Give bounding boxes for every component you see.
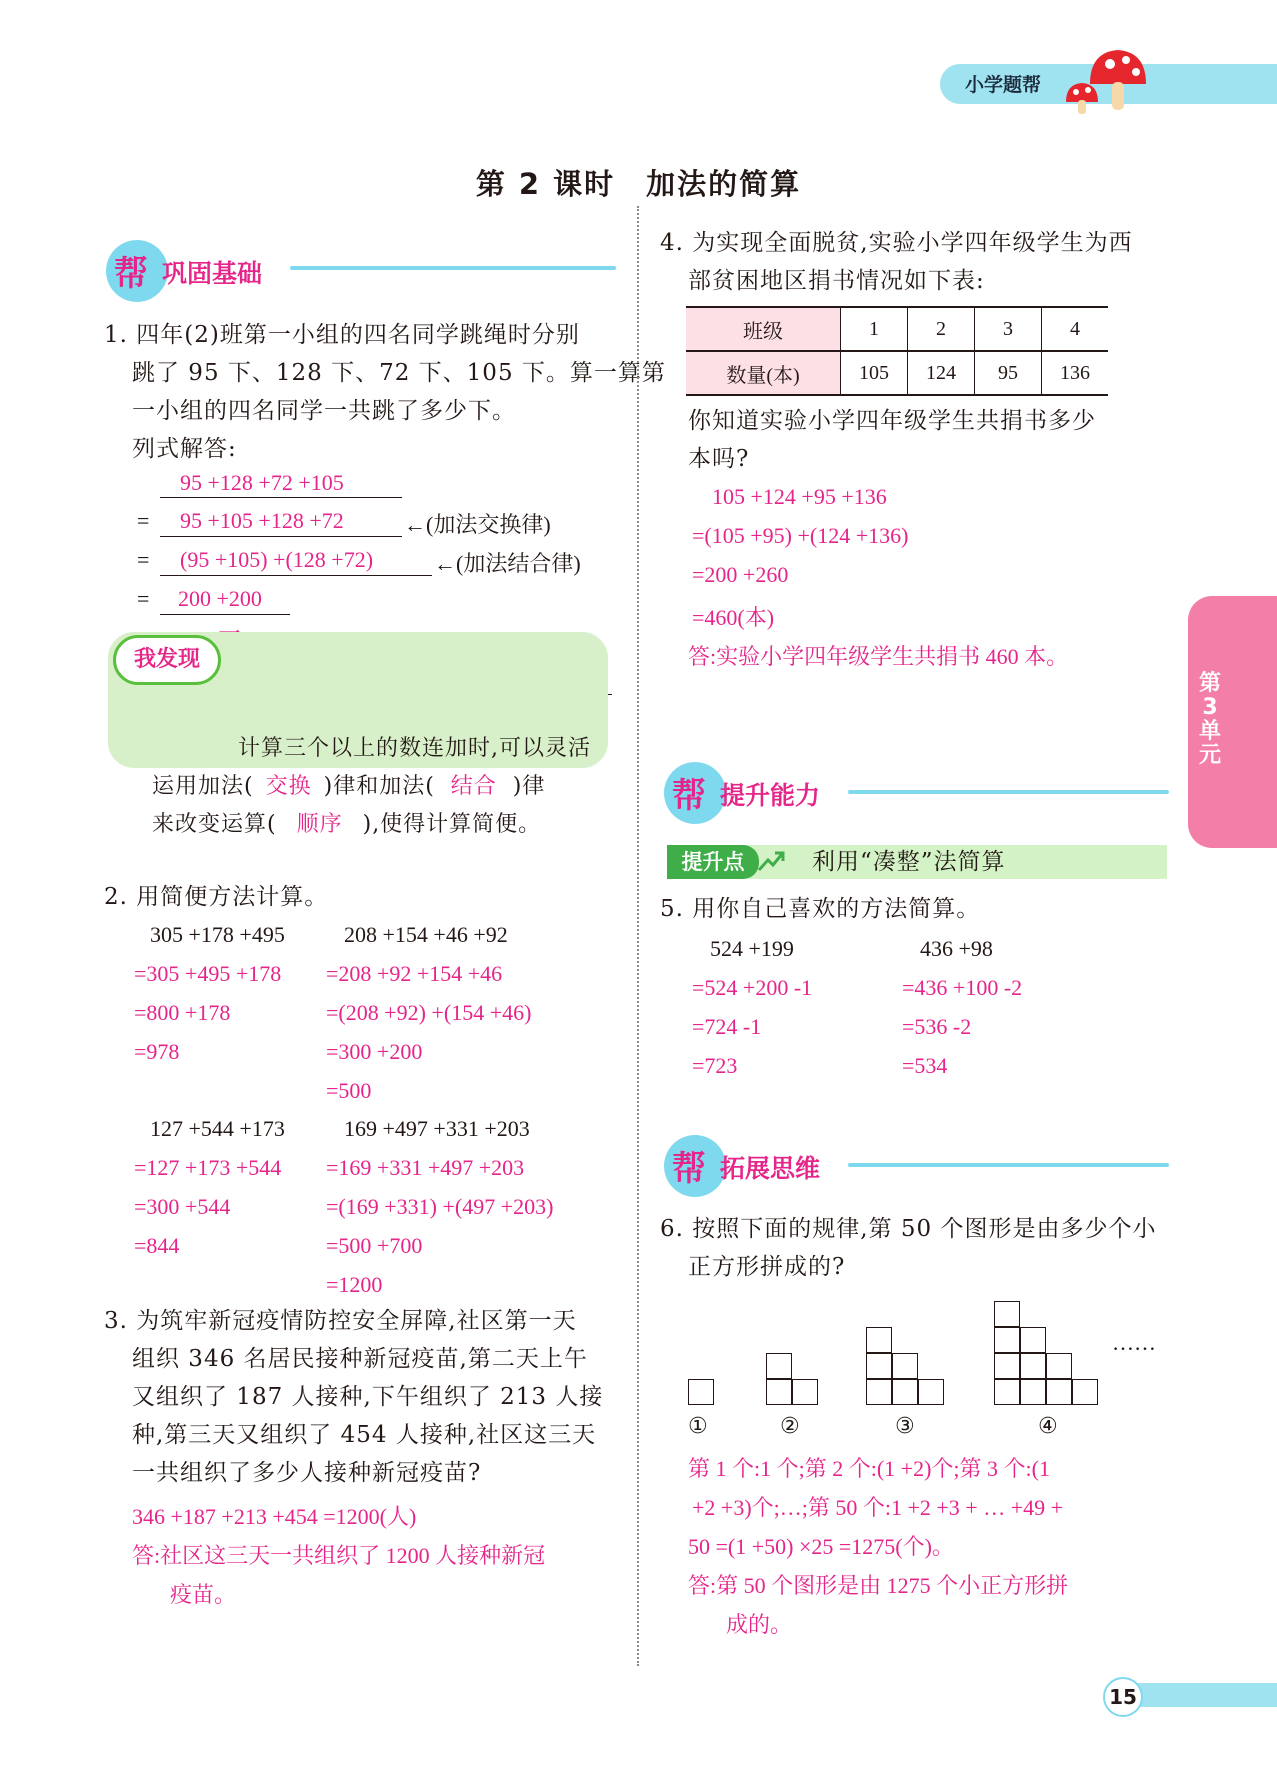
page-number: 15	[1103, 1677, 1143, 1717]
law-associative: ←(加法结合律)	[434, 551, 581, 576]
q6-solution-1: 第 1 个:1 个;第 2 个:(1 +2)个;第 3 个:(1	[688, 1456, 1050, 1481]
page-title: 第 2 课时 加法的简算	[475, 167, 802, 201]
section-label: 提升能力	[720, 781, 821, 810]
q6-line-2: 正方形拼成的?	[688, 1254, 846, 1280]
brand-label: 小学题帮	[965, 74, 1042, 96]
section-rule	[290, 266, 616, 270]
q2a-step: =978	[134, 1039, 180, 1064]
q5a-step: =723	[692, 1053, 738, 1078]
q3-line-2: 组织 346 名居民接种新冠疫苗,第二天上午	[132, 1346, 588, 1372]
eq-sign: =	[137, 586, 150, 611]
table-header-cell: 数量(本)	[686, 351, 841, 395]
figure-label: ③	[895, 1414, 915, 1439]
q1-step-4: 200 +200	[178, 586, 262, 611]
q4-step-1: 105 +124 +95 +136	[712, 484, 887, 509]
donation-table	[686, 306, 1108, 396]
q2a-step: =305 +495 +178	[134, 961, 282, 986]
column-divider	[637, 206, 639, 1666]
eq-sign: =	[137, 547, 150, 572]
point-tag: 提升点	[667, 845, 759, 879]
table-cell: 4	[1042, 307, 1109, 351]
point-text: 利用“凑整”法简算	[812, 849, 1006, 875]
figure-label: ②	[780, 1414, 800, 1439]
q2c-step: =127 +173 +544	[134, 1155, 282, 1180]
table-cell: 105	[841, 351, 908, 395]
table-row	[686, 351, 1108, 395]
q3-answer-1: 答:社区这三天一共组织了 1200 人接种新冠	[132, 1543, 546, 1568]
q2a-step: =800 +178	[134, 1000, 231, 1025]
q4-step-3: =200 +260	[692, 562, 789, 587]
q2d-step: =(169 +331) +(497 +203)	[326, 1194, 554, 1219]
discover-line-1: 计算三个以上的数连加时,可以灵活	[238, 736, 591, 761]
q5b-step: =534	[902, 1053, 948, 1078]
q1-line-4: 列式解答:	[132, 436, 237, 462]
q5-title: 5. 用你自己喜欢的方法简算。	[660, 896, 981, 922]
q6-solution-3: 50 =(1 +50) ×25 =1275(个)。	[688, 1534, 954, 1559]
q2b-step: =(208 +92) +(154 +46)	[326, 1000, 532, 1025]
bang-glyph: 帮	[114, 254, 148, 294]
section-header-advance	[664, 762, 1169, 822]
q2d-step: =1200	[326, 1272, 383, 1297]
table-header-cell: 班级	[686, 307, 841, 351]
q2a-question: 305 +178 +495	[150, 922, 285, 947]
q6-answer-1: 答:第 50 个图形是由 1275 个小正方形拼	[688, 1573, 1069, 1598]
bang-glyph: 帮	[672, 776, 706, 816]
q5b-question: 436 +98	[920, 936, 993, 961]
q1-step-1: 95 +128 +72 +105	[180, 470, 344, 495]
q2c-step: =844	[134, 1233, 180, 1258]
discover-line-2: 运用加法( 交换 )律和加法( 结合 )律	[152, 774, 546, 799]
table-row	[686, 307, 1108, 351]
q5a-step: =524 +200 -1	[692, 975, 813, 1000]
discover-line-3: 来改变运算( 顺序 ),使得计算简便。	[152, 812, 542, 837]
q6-solution-2: +2 +3)个;…;第 50 个:1 +2 +3 + … +49 +	[692, 1495, 1064, 1520]
q3-line-3: 又组织了 187 人接种,下午组织了 213 人接	[132, 1384, 604, 1410]
q2b-step: =300 +200	[326, 1039, 423, 1064]
q1-line-3: 一小组的四名同学一共跳了多少下。	[132, 398, 516, 424]
q2d-step: =500 +700	[326, 1233, 423, 1258]
q2b-step: =500	[326, 1078, 372, 1103]
section-rule	[848, 1163, 1169, 1167]
mushroom-icon	[1060, 44, 1150, 114]
q4-question-1: 你知道实验小学四年级学生共捐书多少	[688, 408, 1096, 434]
section-label: 巩固基础	[162, 259, 263, 288]
section-label: 拓展思维	[720, 1154, 821, 1183]
q4-line-1: 4. 为实现全面脱贫,实验小学四年级学生为西	[660, 230, 1133, 256]
q1-line-2: 跳了 95 下、128 下、72 下、105 下。算一算第	[132, 360, 666, 386]
q2b-question: 208 +154 +46 +92	[344, 922, 508, 947]
q5a-step: =724 -1	[692, 1014, 762, 1039]
q3-line-4: 种,第三天又组织了 454 人接种,社区这三天	[132, 1422, 597, 1448]
table-cell: 124	[908, 351, 975, 395]
table-cell: 1	[841, 307, 908, 351]
unit-tab-label: 第3单元	[1198, 671, 1221, 768]
table-cell: 3	[975, 307, 1042, 351]
law-commutative: ←(加法交换律)	[404, 512, 551, 537]
q4-answer: 答:实验小学四年级学生共捐书 460 本。	[688, 644, 1069, 669]
arrow-icon	[756, 848, 786, 876]
eq-sign: =	[137, 508, 150, 533]
q4-step-2: =(105 +95) +(124 +136)	[692, 523, 909, 548]
figure-label: ①	[688, 1414, 708, 1439]
q3-answer-2: 疫苗。	[170, 1582, 237, 1607]
q6-answer-2: 成的。	[726, 1612, 793, 1637]
q1-line-1: 1. 四年(2)班第一小组的四名同学跳绳时分别	[104, 322, 580, 348]
q2c-step: =300 +544	[134, 1194, 231, 1219]
q3-calc: 346 +187 +213 +454 =1200(人)	[132, 1504, 417, 1529]
ellipsis: ……	[1112, 1330, 1156, 1355]
q5a-question: 524 +199	[710, 936, 794, 961]
table-cell: 95	[975, 351, 1042, 395]
q3-line-1: 3. 为筑牢新冠疫情防控安全屏障,社区第一天	[104, 1308, 577, 1334]
q5b-step: =436 +100 -2	[902, 975, 1023, 1000]
table-cell: 2	[908, 307, 975, 351]
q4-question-2: 本吗?	[688, 446, 750, 472]
q5b-step: =536 -2	[902, 1014, 972, 1039]
q4-step-4: =460(本)	[692, 605, 775, 630]
q1-step-2: 95 +105 +128 +72	[180, 508, 344, 533]
section-header-expand	[664, 1135, 1169, 1195]
q1-step-3: (95 +105) +(128 +72)	[180, 547, 374, 572]
q3-line-5: 一共组织了多少人接种新冠疫苗?	[132, 1460, 482, 1486]
section-header-basic	[106, 240, 616, 300]
q6-line-1: 6. 按照下面的规律,第 50 个图形是由多少个小	[660, 1216, 1157, 1242]
section-rule	[848, 790, 1169, 794]
q4-line-2: 部贫困地区捐书情况如下表:	[688, 268, 985, 294]
table-cell: 136	[1042, 351, 1109, 395]
discover-tag: 我发现	[113, 635, 221, 685]
bang-glyph: 帮	[672, 1149, 706, 1189]
q2-title: 2. 用简便方法计算。	[104, 884, 329, 910]
q2c-question: 127 +544 +173	[150, 1116, 285, 1141]
q2d-step: =169 +331 +497 +203	[326, 1155, 525, 1180]
q2b-step: =208 +92 +154 +46	[326, 961, 503, 986]
figure-label: ④	[1038, 1414, 1058, 1439]
q2d-question: 169 +497 +331 +203	[344, 1116, 530, 1141]
